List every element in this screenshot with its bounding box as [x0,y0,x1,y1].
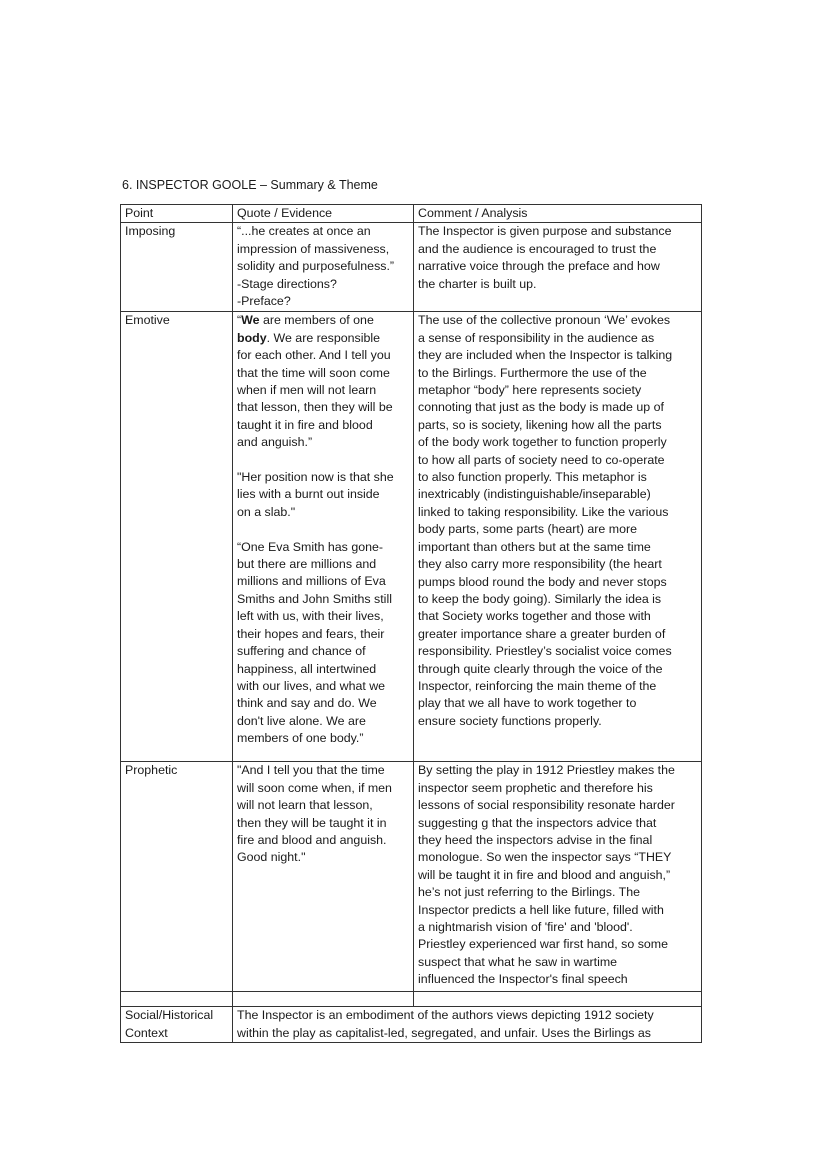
comment-line: the charter is built up. [418,276,537,291]
quote-line: and anguish.” [237,435,313,450]
quote-cell [233,312,414,762]
quote-line [237,312,409,329]
comment-line: suspect that what he saw in wartime [418,954,618,969]
empty-cell [121,992,233,1007]
comment-line: parts, so is society, likening how all the parts [418,417,662,432]
analysis-table [120,204,702,1043]
comment-line: that Society works together and those with [418,609,651,624]
quote-line: fire and blood and anguish. [237,833,387,848]
comment-line: lessons of social responsibility resonate harder [418,798,675,813]
point-cell [121,1007,233,1043]
quote-line: “...he creates at once an [237,224,371,239]
quote-cell [233,223,414,312]
comment-cell [414,762,702,992]
empty-cell [414,992,702,1007]
comment-line: ensure society functions properly. [418,713,602,728]
comment-cell [414,312,702,762]
point-cell [121,762,233,992]
quote-line: Good night." [237,850,306,865]
empty-cell [233,992,414,1007]
point-cell [121,312,233,762]
comment-line: important than others but at the same time [418,539,651,554]
comment-line: greater importance share a greater burden of [418,626,666,641]
page-title: 6. INSPECTOR GOOLE – Summary & Theme [122,178,378,192]
quote-line: but there are millions and [237,557,377,572]
quote-line: impression of massiveness, [237,241,390,256]
comment-line: Priestley experienced war first hand, so some [418,937,668,952]
quote-line: solidity and purposefulness.” [237,259,395,274]
quote-line: taught it in fire and blood [237,417,373,432]
comment-line: they also carry more responsibility (the heart [418,557,662,572]
comment-line: to how all parts of society need to co-operate [418,452,665,467]
comment-line: The Inspector is given purpose and substance [418,224,672,239]
point-label: Emotive [125,313,170,328]
comment-line: to the Birlings. Furthermore the use of the [418,365,647,380]
comment-line: body parts, some parts (heart) are more [418,522,637,537]
quote-line: with our lives, and what we [237,678,386,693]
table-header-row [121,205,702,223]
comment-line: By setting the play in 1912 Priestley makes the [418,763,675,778]
quote-open-mark: “ [237,313,242,328]
header-quote: Quote / Evidence [233,205,414,223]
paragraph-gap [237,452,409,469]
comment-line: play that we all have to work together to [418,696,637,711]
comment-line: influenced the Inspector's final speech [418,972,628,987]
quote-line: for each other. And I tell you [237,348,391,363]
comment-line: they heed the inspectors advise in the final [418,833,653,848]
quote-line: that the time will soon come [237,365,390,380]
table-row-empty [121,992,702,1007]
comment-line: monologue. So wen the inspector says “THEY [418,850,672,865]
quote-bold-we: We [241,313,260,328]
quote-line [237,330,409,347]
comment-line: pumps blood round the body and never stops [418,574,667,589]
quote-text: are members of one [259,313,374,328]
comment-line: connoting that just as the body is made up of [418,400,664,415]
quote-line: "And I tell you that the time [237,763,385,778]
comment-line: metaphor “body” here represents society [418,383,642,398]
quote-line: their hopes and fears, their [237,626,385,641]
quote-line: will soon come when, if men [237,780,392,795]
comment-line: and the audience is encouraged to trust the [418,241,657,256]
comment-cell [414,223,702,312]
comment-line: a sense of responsibility in the audience as [418,330,655,345]
table-row-social-historical [121,1007,702,1043]
comment-line: linked to taking responsibility. Like the various [418,504,669,519]
comment-line: Inspector predicts a hell like future, filled with [418,902,664,917]
quote-line: -Preface? [237,294,291,309]
comment-line: he’s not just referring to the Birlings. The [418,885,641,900]
point-label: Context [125,1025,168,1040]
header-comment: Comment / Analysis [414,205,702,223]
quote-line: on a slab." [237,504,296,519]
quote-line: “One Eva Smith has gone- [237,539,384,554]
quote-line: will not learn that lesson, [237,798,373,813]
table-row-prophetic [121,762,702,992]
comment-line: The use of the collective pronoun ‘We’ evokes [418,313,671,328]
comment-line: to also function properly. This metaphor is [418,470,647,485]
point-label: Prophetic [125,763,178,778]
comment-line: of the body work together to function properly [418,435,667,450]
quote-line: -Stage directions? [237,276,337,291]
comment-line: inspector seem prophetic and therefore his [418,780,653,795]
comment-line: inextricably (indistinguishable/inseparable) [418,487,651,502]
point-label: Social/Historical [125,1008,214,1023]
paragraph-gap [237,521,409,538]
quote-line: lies with a burnt out inside [237,487,380,502]
comment-line: they are included when the Inspector is talking [418,348,673,363]
table-row-emotive [121,312,702,762]
quote-line: then they will be taught it in [237,815,387,830]
comment-line: suggesting g that the inspectors advice that [418,815,657,830]
table-row-imposing [121,223,702,312]
quote-text: . We are responsible [266,330,381,345]
quote-line: millions and millions of Eva [237,574,386,589]
context-line: within the play as capitalist-led, segregated, and unfair. Uses the Birlings as [237,1025,651,1040]
comment-line: responsibility. Priestley’s socialist voice comes [418,644,672,659]
quote-bold-body: body [237,330,267,345]
quote-line: think and say and do. We [237,696,377,711]
header-point: Point [121,205,233,223]
quote-line: Smiths and John Smiths still [237,591,392,606]
context-cell [233,1007,702,1043]
quote-line: "Her position now is that she [237,470,394,485]
quote-line: don't live alone. We are [237,713,366,728]
quote-line: happiness, all intertwined [237,661,377,676]
quote-line: when if men will not learn [237,383,377,398]
quote-line: suffering and chance of [237,644,366,659]
quote-line: that lesson, then they will be [237,400,393,415]
point-cell [121,223,233,312]
point-label: Imposing [125,224,176,239]
comment-line: narrative voice through the preface and how [418,259,660,274]
comment-line: will be taught it in fire and blood and anguish,” [418,867,671,882]
quote-line: left with us, with their lives, [237,609,384,624]
comment-line: to keep the body going). Similarly the idea is [418,591,662,606]
quote-cell [233,762,414,992]
quote-line: members of one body.” [237,731,364,746]
context-line: The Inspector is an embodiment of the authors views depicting 1912 society [237,1008,654,1023]
comment-line: a nightmarish vision of 'fire' and 'blood'. [418,920,633,935]
comment-line: Inspector, reinforcing the main theme of the [418,678,657,693]
comment-line: through quite clearly through the voice of the [418,661,663,676]
